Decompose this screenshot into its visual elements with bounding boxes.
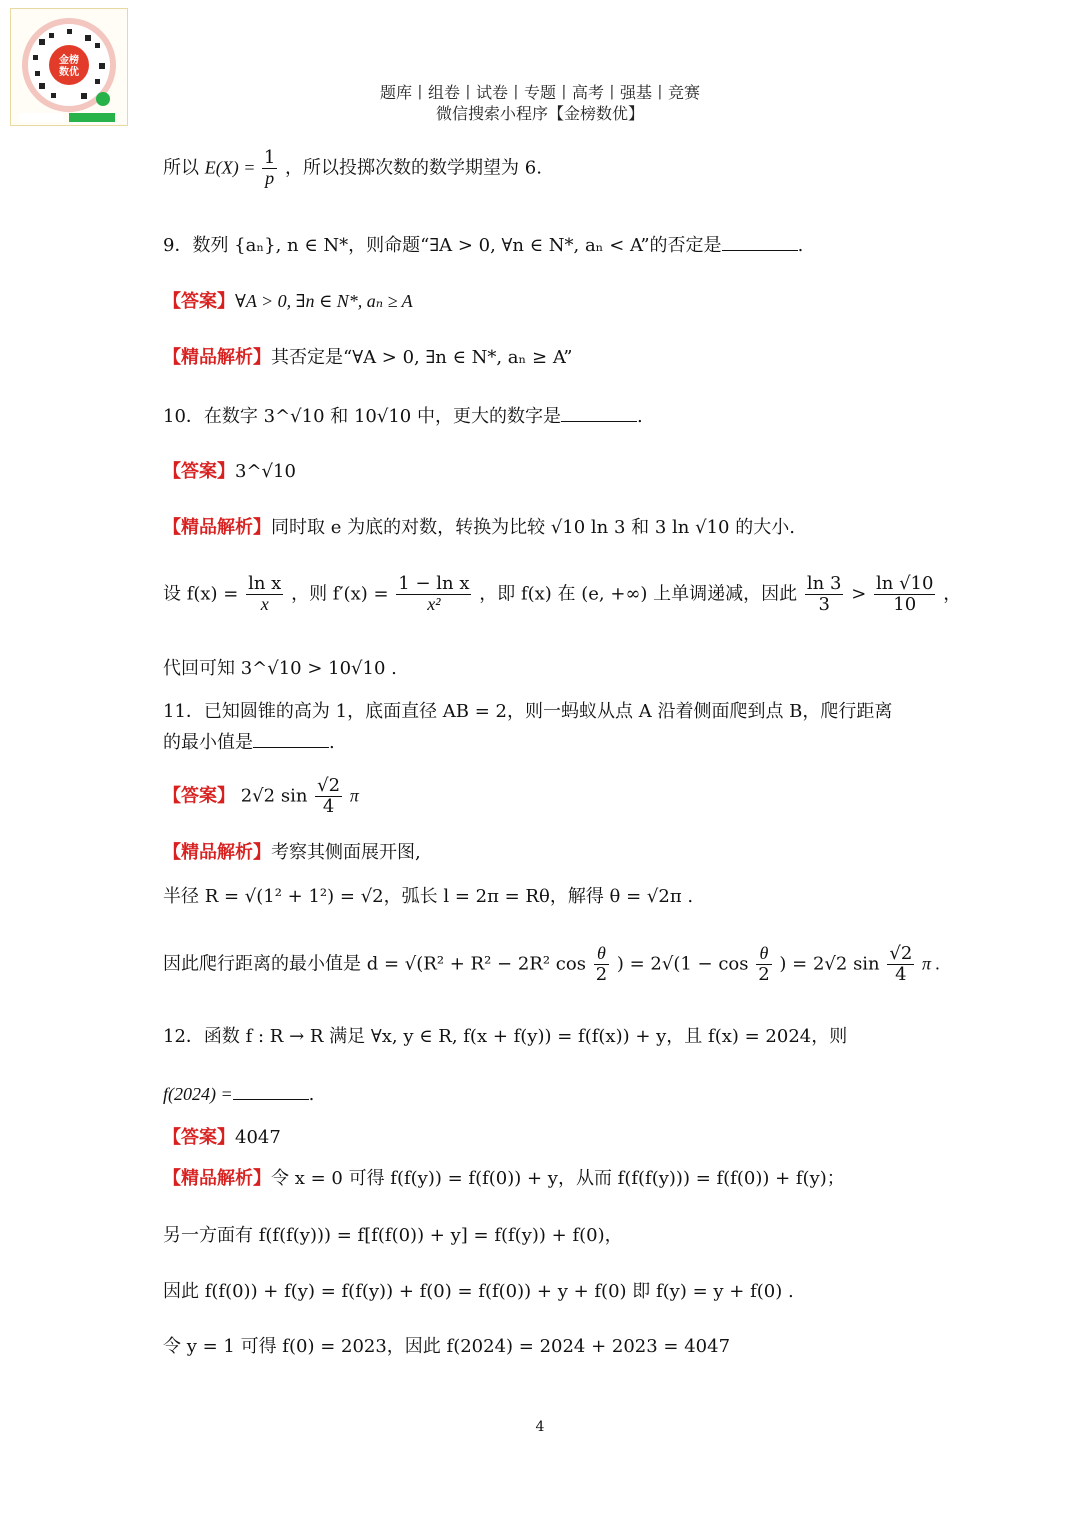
explanation-10-conclusion: 代回可知 3^√10 > 10√10 . (163, 658, 397, 679)
question-12-line2: f(2024) = . (163, 1081, 314, 1107)
explanation-10-derivative: 设 f(x) = $\frac{\text{ln x}}{x}$ ，则 f′(x) = $\frac{\text{1 − ln x}}{\text{x²}}$ ，即 f(x) 在 (e, +∞) 上单调递减，因此 $\frac{\ln 3}{3}$ > $\frac{\ln √10}{10}$ ， (163, 573, 962, 615)
question-11-line1: 11．已知圆锥的高为 1，底面直径 AB = 2，则一蚂蚁从点 A 沿着侧面爬到点 B，爬行距离 (163, 701, 893, 722)
question-12-line1: 12．函数 f : R → R 满足 ∀x, y ∈ R, f(x + f(y)) = f(f(x)) + y，且 f(x) = 2024，则 (163, 1026, 848, 1047)
answer-11: 【答案】 2√2 sin $\frac{√2}{4}$ π (163, 775, 359, 817)
explanation-12-line2: 另一方面有 f(f(f(y))) = f[f(f(0)) + y] = f(f(y)) + f(0)， (163, 1225, 623, 1246)
answer-9: 【答案】∀A > 0, ∃n ∈ N*, aₙ ≥ A (163, 291, 413, 312)
answer-12: 【答案】4047 (163, 1127, 281, 1148)
answer-10: 【答案】3^√10 (163, 461, 296, 482)
explanation-11-distance: 因此爬行距离的最小值是 d = √(R² + R² − 2R² cos $\frac{\theta}{2}$ ) = 2√(1 − cos $\frac{\theta}{2}$ ) = 2√2 sin $\frac{√2}{4}$ π . (163, 943, 941, 985)
header-nav: 题库丨组卷丨试卷丨专题丨高考丨强基丨竞赛 (379, 83, 700, 102)
explanation-12-line3: 因此 f(f(0)) + f(y) = f(f(y)) + f(0) = f(f(0)) + y + f(0) 即 f(y) = y + f(0) . (163, 1281, 794, 1302)
question-9: 9．数列 {aₙ}, n ∈ N*，则命题“∃A > 0, ∀n ∈ N*, aₙ < A”的否定是 . (163, 232, 803, 258)
explanation-12-line4: 令 y = 1 可得 f(0) = 2023，因此 f(2024) = 2024 + 2023 = 4047 (163, 1336, 731, 1357)
expectation-line: 所以 E(X) = $\frac{1}{p}$ ，所以投掷次数的数学期望为 6. (163, 147, 542, 188)
explanation-10: 【精品解析】同时取 e 为底的对数，转换为比较 √10 ln 3 和 3 ln √10 的大小. (163, 517, 795, 538)
explanation-11-radius: 半径 R = √(1² + 1²) = √2，弧长 l = 2π = Rθ，解得 θ = √2π . (163, 886, 694, 907)
explanation-11: 【精品解析】考察其侧面展开图, (163, 842, 421, 863)
question-10: 10．在数字 3^√10 和 10√10 中，更大的数字是 . (163, 403, 643, 429)
question-11-line2: 的最小值是 . (163, 729, 335, 755)
svg-text:数优: 数优 (59, 67, 79, 78)
svg-text:金榜: 金榜 (59, 55, 79, 66)
explanation-9: 【精品解析】其否定是“∀A > 0, ∃n ∈ N*, aₙ ≥ A” (163, 347, 573, 368)
page-number: 4 (535, 1419, 545, 1435)
header-subtitle: 微信搜索小程序【金榜数优】 (435, 104, 644, 123)
explanation-12: 【精品解析】令 x = 0 可得 f(f(y)) = f(f(0)) + y，从而 f(f(f(y))) = f(f(0)) + f(y)； (163, 1168, 845, 1189)
